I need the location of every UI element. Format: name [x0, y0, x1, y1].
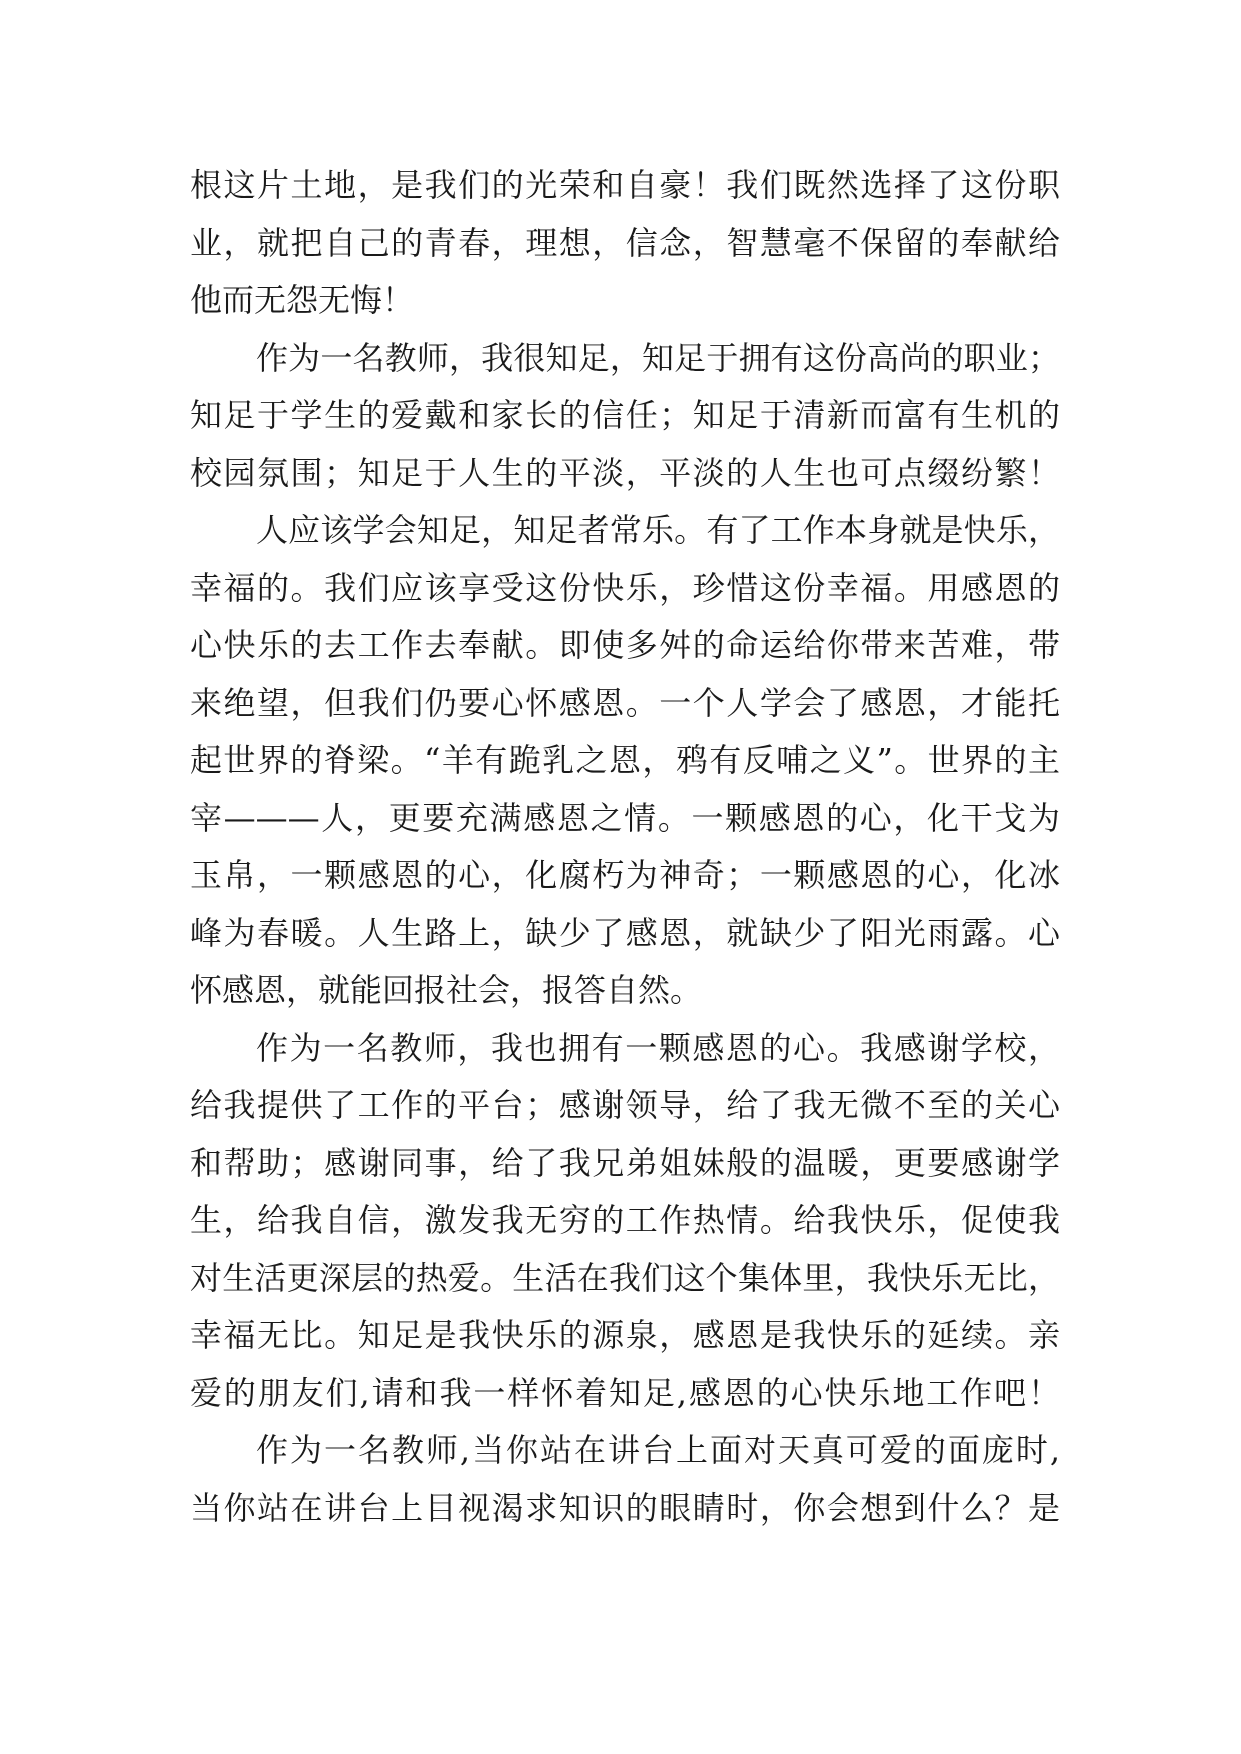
text-line: 玉帛，一颗感恩的心，化腐朽为神奇；一颗感恩的心，化冰 — [190, 856, 1060, 894]
paragraph — [190, 502, 1060, 1020]
text-line: 怀感恩，就能回报社会，报答自然。 — [190, 971, 703, 1009]
text-line: 爱的朋友们,请和我一样怀着知足,感恩的心快乐地工作吧！ — [190, 1373, 1060, 1412]
text-line: 给我提供了工作的平台；感谢领导，给了我无微不至的关心 — [190, 1086, 1060, 1124]
paragraph — [190, 330, 1060, 503]
text-line: 起世界的脊梁。“羊有跪乳之恩，鸦有反哺之义”。世界的主 — [190, 741, 1060, 779]
text-line: 幸福无比。知足是我快乐的源泉，感恩是我快乐的延续。亲 — [190, 1316, 1060, 1354]
text-line: 校园氛围；知足于人生的平淡，平淡的人生也可点缀纷繁！ — [190, 453, 1060, 492]
text-line: 宰———人，更要充满感恩之情。一颗感恩的心，化干戈为 — [190, 798, 1060, 837]
document-body — [190, 157, 1060, 1537]
text-line: 作为一名教师,当你站在讲台上面对天真可爱的面庞时, — [256, 1431, 1060, 1469]
paragraph — [190, 157, 1060, 330]
text-line: 幸福的。我们应该享受这份快乐，珍惜这份幸福。用感恩的 — [190, 568, 1060, 607]
text-line: 当你站在讲台上目视渴求知识的眼睛时，你会想到什么？是 — [190, 1488, 1060, 1527]
text-line: 作为一名教师，我很知足，知足于拥有这份高尚的职业； — [256, 338, 1060, 377]
text-line: 人应该学会知足，知足者常乐。有了工作本身就是快乐， — [256, 511, 1060, 549]
text-line: 作为一名教师，我也拥有一颗感恩的心。我感谢学校， — [256, 1028, 1060, 1067]
text-line: 来绝望，但我们仍要心怀感恩。一个人学会了感恩，才能托 — [190, 683, 1060, 722]
text-line: 生，给我自信，激发我无穷的工作热情。给我快乐，促使我 — [190, 1201, 1060, 1239]
text-line: 心快乐的去工作去奉献。即使多舛的命运给你带来苦难，带 — [190, 626, 1060, 664]
paragraph — [190, 1020, 1060, 1423]
text-line: 和帮助；感谢同事，给了我兄弟姐妹般的温暖，更要感谢学 — [190, 1143, 1060, 1182]
paragraph — [190, 1422, 1060, 1537]
text-line: 对生活更深层的热爱。生活在我们这个集体里，我快乐无比， — [190, 1258, 1060, 1297]
text-line: 业，就把自己的青春，理想，信念，智慧毫不保留的奉献给 — [190, 223, 1060, 262]
text-line: 知足于学生的爱戴和家长的信任；知足于清新而富有生机的 — [190, 396, 1060, 434]
text-line: 峰为春暖。人生路上，缺少了感恩，就缺少了阳光雨露。心 — [190, 913, 1060, 952]
text-line: 根这片土地，是我们的光荣和自豪！我们既然选择了这份职 — [190, 166, 1060, 204]
text-line: 他而无怨无悔！ — [190, 281, 415, 319]
